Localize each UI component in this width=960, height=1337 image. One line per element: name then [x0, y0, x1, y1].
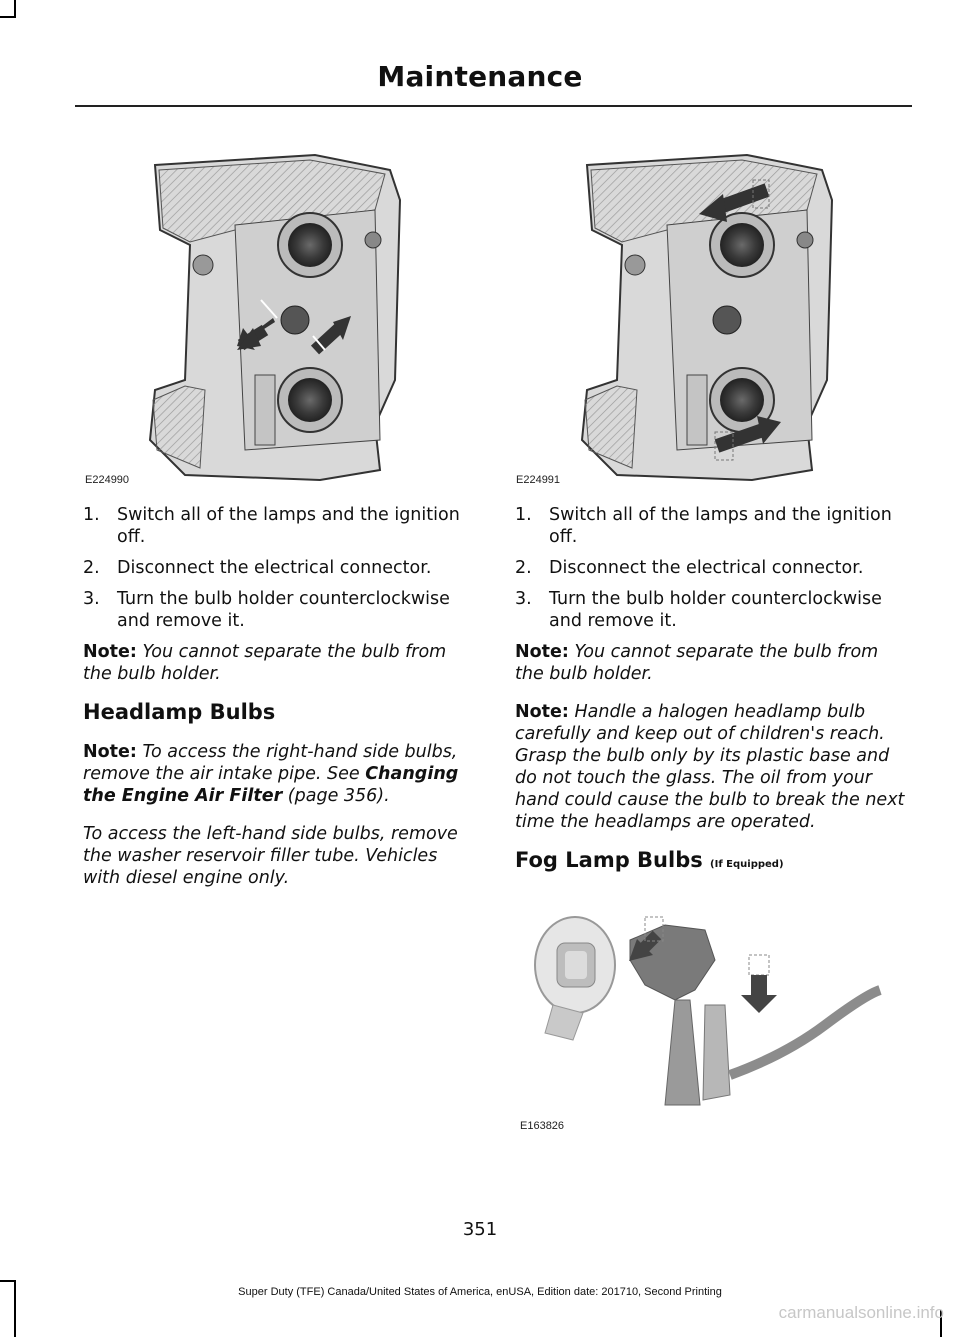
- note: [515, 641, 910, 685]
- note-text: You cannot separate the bulb from the bulb holder.: [515, 642, 879, 684]
- step-number: 2.: [515, 558, 532, 578]
- headlamp-figure-right: [577, 150, 842, 485]
- watermark: carmanualsonline.info: [778, 1303, 944, 1322]
- step-text: Disconnect the electrical connector.: [549, 558, 864, 578]
- note-label: Note:: [83, 642, 137, 662]
- step-list: [515, 504, 910, 632]
- note-label: Note:: [83, 742, 137, 762]
- section-heading: [515, 849, 910, 876]
- step-text: Turn the bulb holder counterclockwise and remove it.: [549, 589, 882, 631]
- fog-lamp-figure: [525, 905, 890, 1110]
- step-text: Turn the bulb holder counterclockwise and remove it.: [117, 589, 450, 631]
- note: [83, 641, 478, 685]
- fog-lamp-illustration: [525, 905, 890, 1110]
- note-text: To access the right-hand side bulbs, remove the air intake pipe. See: [83, 742, 458, 784]
- crop-mark: [0, 16, 16, 18]
- figure-code-fog: E163826: [520, 1120, 565, 1132]
- step-number: 3.: [83, 589, 100, 609]
- note-text: Handle a halogen headlamp bulb carefully and keep out of children's reach. Grasp the bulb only by its plastic base and do not touch the glass. The oil from your hand could cause the bulb to break the next time the headlamps are operated.: [515, 702, 905, 832]
- note: [83, 741, 478, 807]
- heading-text: Fog Lamp Bulbs: [515, 848, 703, 872]
- list-item: [83, 557, 478, 579]
- page-title: Maintenance: [377, 60, 583, 93]
- step-number: 2.: [83, 558, 100, 578]
- note: [515, 701, 910, 833]
- list-item: [515, 504, 910, 548]
- list-item: [83, 504, 478, 548]
- step-text: Disconnect the electrical connector.: [117, 558, 432, 578]
- note-text: You cannot separate the bulb from the bulb holder.: [83, 642, 447, 684]
- crop-mark: [0, 1280, 16, 1282]
- note-label: Note:: [515, 642, 569, 662]
- step-text: Switch all of the lamps and the ignition off.: [549, 505, 892, 547]
- page-number: 351: [462, 1219, 498, 1240]
- step-number: 1.: [83, 505, 100, 525]
- headlamp-figure-left: [145, 150, 410, 485]
- figure-code-left: E224990: [85, 474, 130, 486]
- figure-code-right: E224991: [516, 474, 561, 486]
- header-rule: [75, 105, 912, 107]
- paragraph: To access the left-hand side bulbs, remove the washer reservoir filler tube. Vehicles with diesel engine only.: [83, 824, 458, 888]
- headlamp-illustration: [577, 150, 842, 485]
- note-label: Note:: [515, 702, 569, 722]
- step-text: Switch all of the lamps and the ignition off.: [117, 505, 460, 547]
- page-reference: (page 356).: [282, 786, 390, 806]
- step-list: [83, 504, 478, 632]
- headlamp-illustration: [145, 150, 410, 485]
- cross-reference-link[interactable]: Changing the Engine Air Filter: [83, 764, 459, 806]
- footer-text: Super Duty (TFE) Canada/United States of America, enUSA, Edition date: 201710, Second Printing: [238, 1286, 722, 1298]
- list-item: [515, 557, 910, 579]
- right-column: [515, 504, 910, 894]
- list-item: [83, 588, 478, 632]
- step-number: 1.: [515, 505, 532, 525]
- step-number: 3.: [515, 589, 532, 609]
- left-column: [83, 504, 478, 905]
- section-heading: Headlamp Bulbs: [83, 700, 276, 724]
- if-equipped-label: (If Equipped): [710, 859, 784, 870]
- list-item: [515, 588, 910, 632]
